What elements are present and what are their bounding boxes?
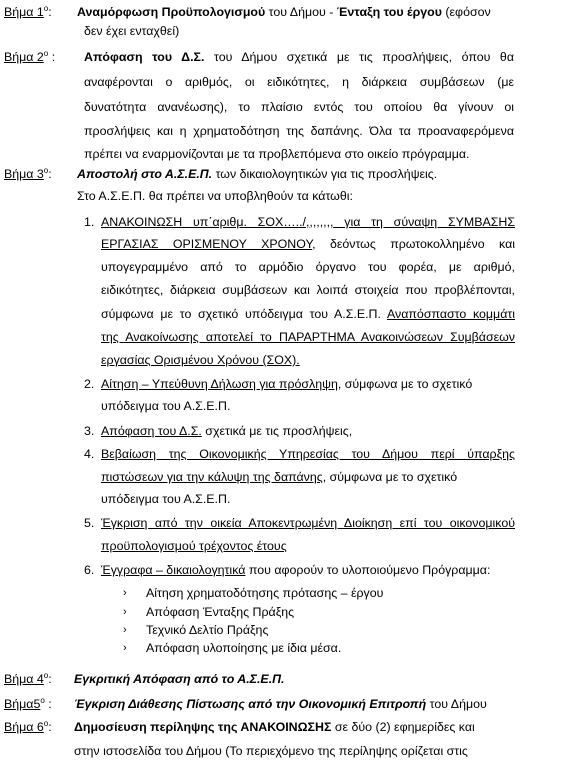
list-number-3: 3. — [84, 424, 95, 438]
item-2-line-2: υπόδειγμα του Α.Σ.Ε.Π. — [101, 399, 231, 413]
item-4-line-3: υπόδειγμα του Α.Σ.Ε.Π. — [101, 492, 231, 506]
item-1-line-3: υπογεγραμμένο από το αρμόδιο όργανο του φορέα, με αριθμό, — [101, 260, 515, 274]
step-6-line-2: στην ιστοσελίδα του Δήμου (Το περιεχόμενο της περίληψης ορίζεται στις — [74, 744, 468, 758]
step-6-text: Δημοσίευση περίληψης της ΑΝΑΚΟΙΝΩΣΗΣ σε δύο (2) εφημερίδες και — [74, 720, 475, 734]
step-2-line-1: Απόφαση του Δ.Σ. του Δήμου σχετικά με τις προσλήψεις, όπου θα — [84, 50, 514, 64]
list-number-6: 6. — [84, 563, 95, 577]
step-3-label: Βήμα $3^o$: — [4, 165, 52, 181]
step-6-label: Βήμα $6^o$: — [4, 718, 52, 734]
step-3-intro: Στο Α.Σ.Ε.Π. θα πρέπει να υποβληθούν τα κάτωθι: — [77, 189, 353, 203]
step-5-text: Έγκριση Διάθεσης Πίστωσης από την Οικονομική Επιτροπή του Δήμου — [74, 697, 487, 711]
item-6-line-1: Έγγραφα – δικαιολογητικά που αφορούν το υλοποιούμενο Πρόγραμμα: — [101, 563, 491, 577]
bullet-item-4: Απόφαση υλοποίησης με ίδια μέσα. — [146, 641, 342, 655]
bullet-icon: › — [123, 606, 127, 618]
step-4-label: Βήμα $4^o$: — [4, 670, 52, 686]
list-number-1: 1. — [84, 215, 95, 229]
bullet-item-3: Τεχνικό Δελτίο Πράξης — [146, 623, 269, 637]
bullet-item-1: Αίτηση χρηματοδότησης πρότασης – έργου — [146, 586, 384, 600]
step-1-text: Αναμόρφωση Προϋπολογισμού του Δήμου - Ένταξη του έργου (εφόσον — [77, 5, 491, 19]
bullet-icon: › — [123, 587, 127, 599]
list-number-4: 4. — [84, 447, 95, 461]
step-4-text: Εγκριτική Απόφαση από το Α.Σ.Ε.Π. — [74, 672, 285, 686]
step-2-label: Βήμα $2^o$ : — [4, 48, 56, 64]
step-1-line-2: δεν έχει ενταχθεί) — [84, 24, 180, 38]
list-number-5: 5. — [84, 516, 95, 530]
step-1-label: Βήμα $1^o$: — [4, 3, 52, 19]
item-1-line-2: ΕΡΓΑΣΙΑΣ ΟΡΙΣΜΕΝΟΥ ΧΡΟΝΟΥ, δεόντως πρωτοκολλημένο και — [101, 237, 515, 251]
step-2-line-4: προσλήψεις και η χρηματοδότηση της δαπάνης. Όλα τα προαναφερόμενα — [84, 124, 514, 138]
item-4-line-1: Βεβαίωση της Οικονομικής Υπηρεσίας του Δήμου περί ύπαρξης — [101, 447, 515, 461]
item-5-line-1: Έγκριση από την οικεία Αποκεντρωμένη Διοίκηση επί του οικονομικού — [101, 516, 515, 530]
bullet-icon: › — [123, 642, 127, 654]
item-1-line-7: εργασίας Ορισμένου Χρόνου (ΣΟΧ). — [101, 353, 300, 367]
item-2-line-1: Αίτηση – Υπεύθυνη Δήλωση για πρόσληψη, σύμφωνα με το σχετικό — [101, 377, 473, 391]
item-1-line-4: ειδικότητες, διάρκεια συμβάσεων και λοιπά στοιχεία που προβλέπονται, — [101, 283, 515, 297]
bullet-item-2: Απόφαση Ένταξης Πράξης — [146, 605, 295, 619]
item-5-line-2: προϋπολογισμού τρέχοντος έτους — [101, 539, 287, 553]
step-5-label: $Bή\mu\alpha 5^o$ : — [4, 695, 52, 711]
item-1-line-5: σύμφωνα με το σχετικό υπόδειγμα του Α.Σ.Ε.Π. Αναπόσπαστο κομμάτι — [101, 307, 516, 321]
step-2-line-2: αναφέρονται ο αριθμός, οι ειδικότητες, η διάρκεια συμβάσεων (με — [84, 75, 514, 89]
item-4-line-2: πιστώσεων για την κάλυψη της δαπάνης, σύμφωνα με το σχετικό — [101, 470, 458, 484]
item-3-line-1: Απόφαση του Δ.Σ. σχετικά με τις προσλήψεις, — [101, 424, 353, 438]
bullet-icon: › — [123, 624, 127, 636]
step-2-line-3: δυνατότητα ανανέωσης), το πλαίσιο εντός του οποίου θα γίνουν οι — [84, 100, 514, 114]
step-2-line-5: πρέπει να εναρμονίζονται με τα προβλεπόμενα στο οικείο πρόγραμμα. — [84, 147, 470, 161]
item-1-line-6: της Ανακοίνωσης αποτελεί το ΠΑΡΑΡΤΗΜΑ Ανακοινώσεων Συμβάσεων — [101, 330, 515, 344]
step-3-text: Αποστολή στο Α.Σ.Ε.Π. των δικαιολογητικών για τις προσλήψεις. — [77, 167, 438, 181]
item-1-line-1: ΑΝΑΚΟΙΝΩΣΗ υπ΄αριθμ. ΣΟΧ…../,,,,,,,, για τη σύναψη ΣΥΜΒΑΣΗΣ — [101, 215, 515, 229]
list-number-2: 2. — [84, 377, 95, 391]
